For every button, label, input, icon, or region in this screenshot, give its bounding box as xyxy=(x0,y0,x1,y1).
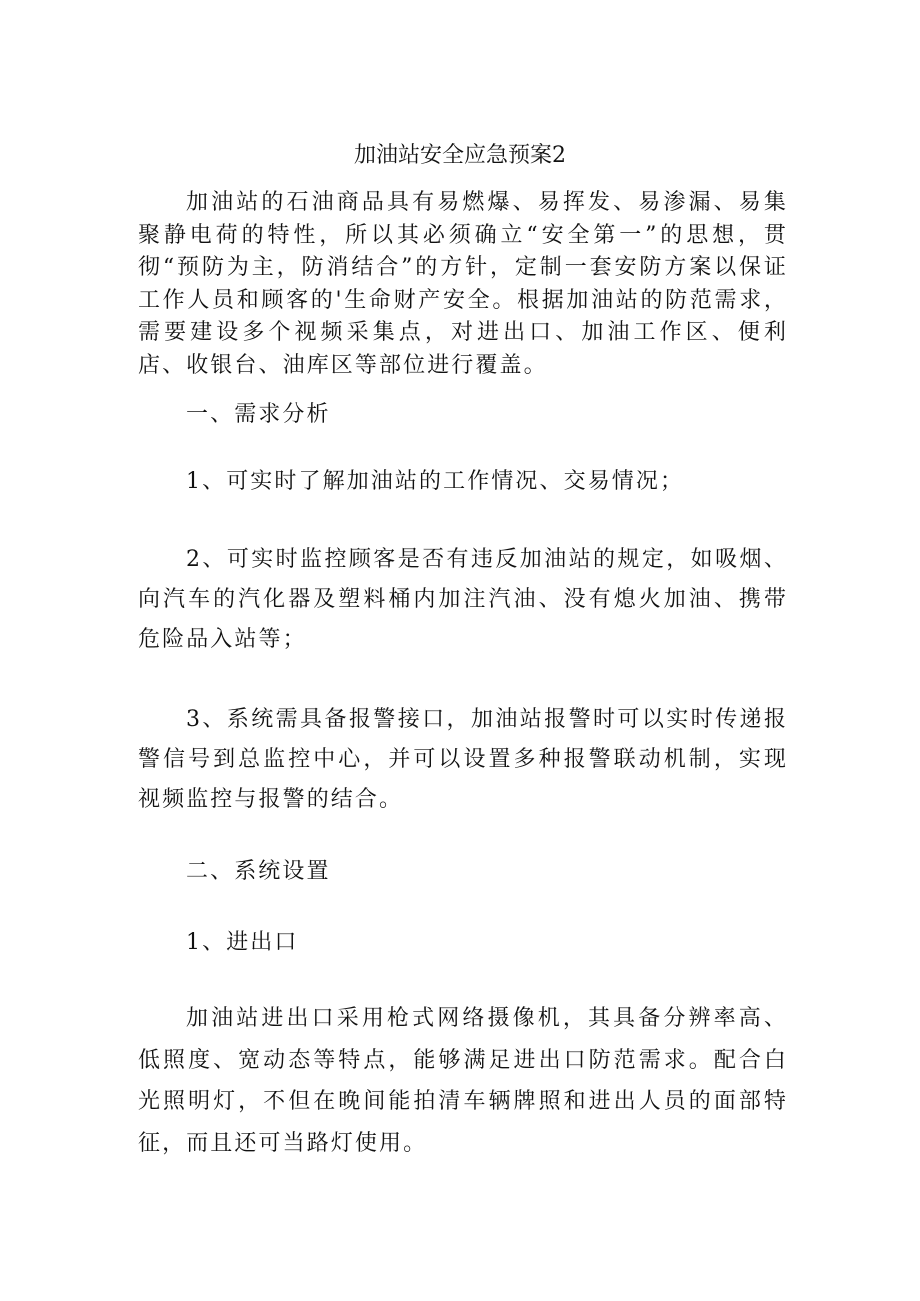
section-heading-system-setup: 二、系统设置 xyxy=(186,859,331,884)
requirement-item-1: 1、可实时了解加油站的工作情况、交易情况； xyxy=(186,469,685,494)
section-heading-requirements: 一、需求分析 xyxy=(186,402,331,427)
intro-paragraph: 加油站的石油商品具有易燃爆、易挥发、易渗漏、易集聚静电荷的特性，所以其必须确立“安全第一”的思想，贯彻“预防为主，防消结合”的方针，定制一套安防方案以保证工作人员和顾客的'生命财产安全。根据加油站的防范需求，需要建设多个视频采集点，对进出口、加油工作区、便利店、收银台、油库区等部位进行覆盖。 xyxy=(138,190,788,378)
entrance-paragraph: 加油站进出口采用枪式网络摄像机，其具备分辨率高、低照度、宽动态等特点，能够满足进出口防范需求。配合白光照明灯，不但在晚间能拍清车辆牌照和进出人员的面部特征，而且还可当路灯使用。 xyxy=(138,1006,788,1156)
requirement-item-3: 3、系统需具备报警接口，加油站报警时可以实时传递报警信号到总监控中心，并可以设置多种报警联动机制，实现视频监控与报警的结合。 xyxy=(138,707,788,812)
document-title: 加油站安全应急预案2 xyxy=(354,143,566,168)
subsection-heading-entrance: 1、进出口 xyxy=(186,930,299,955)
requirement-item-2: 2、可实时监控顾客是否有违反加油站的规定，如吸烟、向汽车的汽化器及塑料桶内加注汽油、没有熄火加油、携带危险品入站等； xyxy=(138,547,788,652)
